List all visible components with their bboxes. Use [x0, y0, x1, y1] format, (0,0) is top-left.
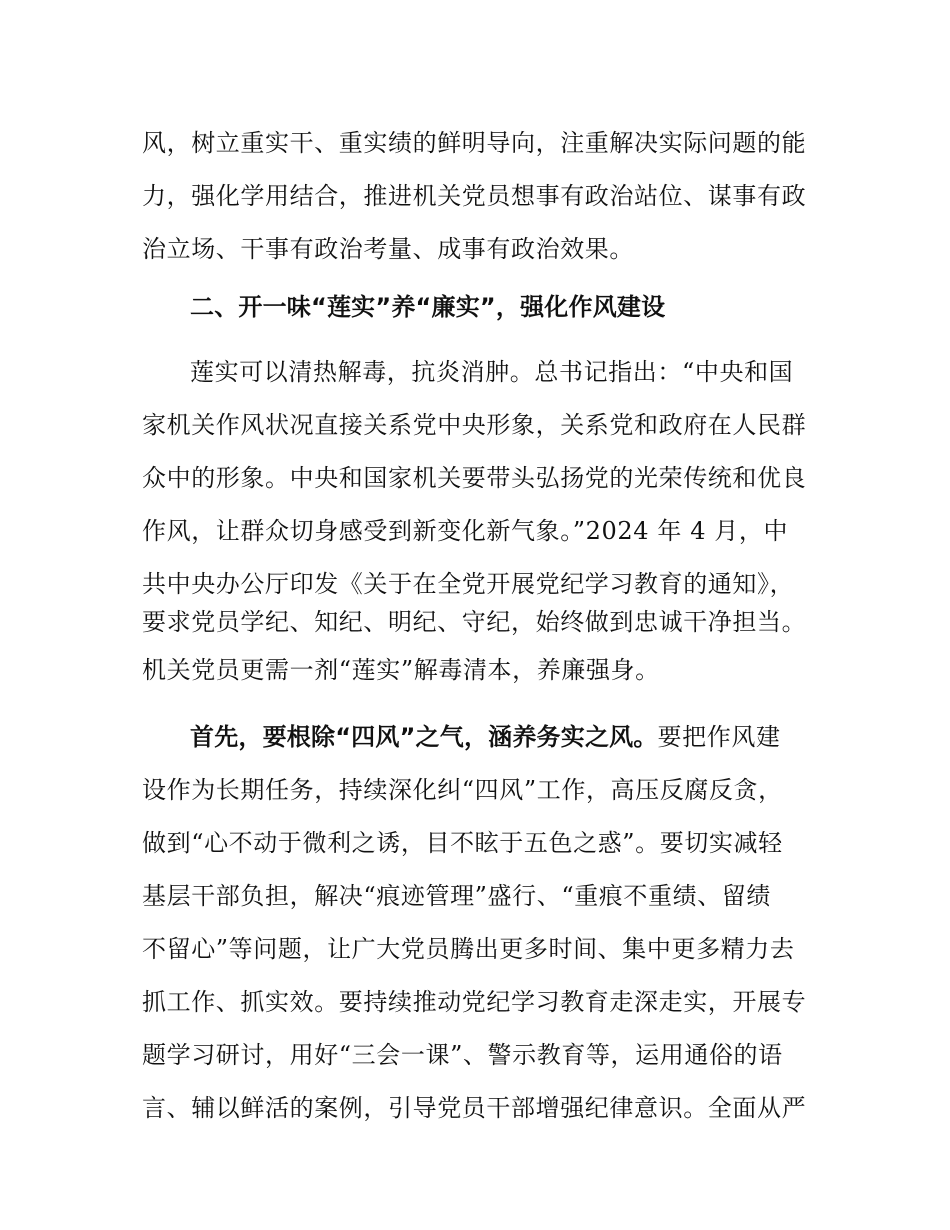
section-2-heading: 二、开一味“莲实”养“廉实”，强化作风建设: [190, 293, 666, 321]
paragraph-3-line-2: 设作为长期任务，持续深化纠“四风”工作，高压反腐反贪，: [142, 776, 783, 804]
paragraph-3-line-6: 抓工作、抓实效。要持续推动党纪学习教育走深走实，开展专: [142, 988, 807, 1016]
paragraph-2-line-4: 作风，让群众切身感受到新变化新气象。”2024 年 4 月，中: [142, 517, 789, 545]
paragraph-2-line-6: 要求党员学纪、知纪、明纪、守纪，始终做到忠诚干净担当。: [142, 608, 807, 636]
paragraph-1-line-1: 风，树立重实干、重实绩的鲜明导向，注重解决实际问题的能: [142, 129, 807, 157]
paragraph-1-line-2: 力，强化学用结合，推进机关党员想事有政治站位、谋事有政: [142, 182, 807, 210]
paragraph-2-line-5: 共中央办公厅印发《关于在全党开展党纪学习教育的通知》，: [142, 570, 795, 598]
paragraph-3-line-1-rest: 要把作风建: [657, 723, 781, 751]
paragraph-3-line-5: 不留心”等问题，让广大党员腾出更多时间、集中更多精力去: [142, 935, 795, 963]
paragraph-3-line-8: 言、辅以鲜活的案例，引导党员干部增强纪律意识。全面从严: [142, 1094, 807, 1122]
paragraph-3-line-1: [190, 717, 781, 757]
paragraph-3-line-4: 基层干部负担，解决“痕迹管理”盛行、“重痕不重绩、留绩: [142, 882, 772, 910]
paragraph-2-line-7: 机关党员更需一剂“莲实”解毒清本，养廉强身。: [142, 656, 660, 684]
paragraph-2-line-2: 家机关作风状况直接关系党中央形象，关系党和政府在人民群: [142, 411, 807, 439]
paragraph-2-line-1: 莲实可以清热解毒，抗炎消肿。总书记指出：“中央和国: [190, 358, 794, 386]
paragraph-1-line-3: 治立场、干事有政治考量、成事有政治效果。: [142, 235, 634, 263]
paragraph-3-lead-sentence: 首先，要根除“四风”之气，涵养务实之风。: [190, 723, 658, 751]
paragraph-3-line-7: 题学习研讨，用好“三会一课”、警示教育等，运用通俗的语: [142, 1041, 783, 1069]
paragraph-3-line-3: 做到“心不动于微利之诱，目不眩于五色之惑”。要切实减轻: [142, 829, 783, 857]
paragraph-2-line-3: 众中的形象。中央和国家机关要带头弘扬党的光荣传统和优良: [142, 464, 807, 492]
